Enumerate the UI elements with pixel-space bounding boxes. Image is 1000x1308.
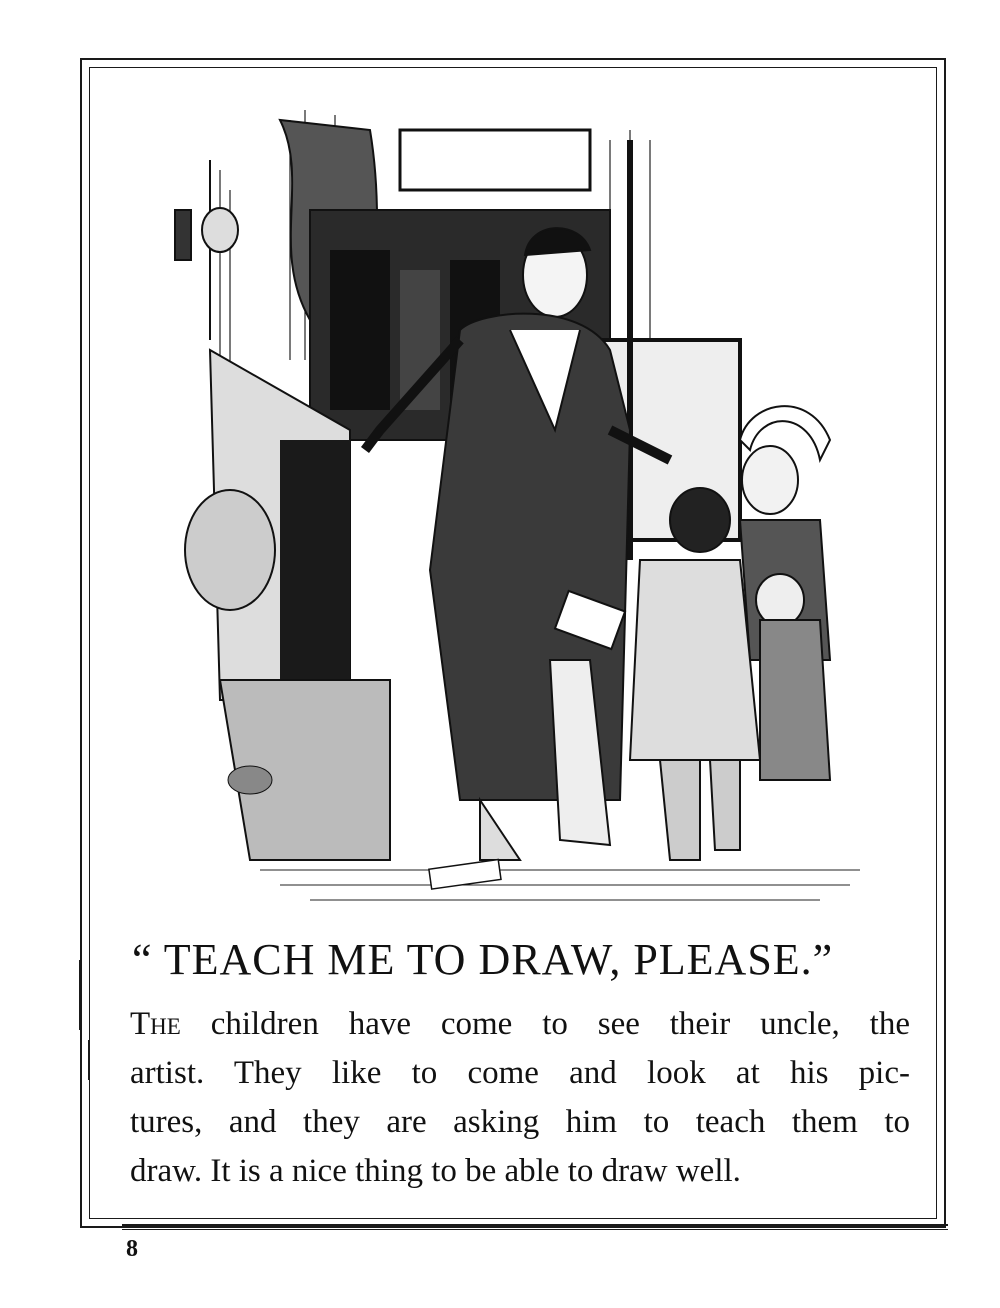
floor-hatching — [260, 870, 860, 900]
palette — [185, 490, 275, 610]
paragraph-line: The children have come to see their uncle, the — [130, 1006, 910, 1042]
wall-picture — [400, 130, 590, 190]
body-paragraph — [130, 1000, 910, 1196]
margin-mark — [79, 960, 82, 1030]
page-number: 8 — [126, 1236, 138, 1262]
engraving-illustration — [160, 100, 860, 920]
illustration-caption: “ TEACH ME TO DRAW, PLEASE.” — [132, 935, 834, 984]
paragraph-line: draw. It is a nice thing to be able to draw well. — [130, 1153, 741, 1189]
bottom-rule — [122, 1224, 948, 1226]
margin-mark — [88, 1040, 90, 1080]
paragraph-line: tures, and they are asking him to teach them to — [130, 1104, 910, 1140]
lead-word: The — [130, 1006, 181, 1042]
oil-lamp — [175, 160, 238, 340]
bottom-rule-thin — [122, 1229, 948, 1230]
paragraph-line: artist. They like to come and look at his pic- — [130, 1055, 910, 1091]
